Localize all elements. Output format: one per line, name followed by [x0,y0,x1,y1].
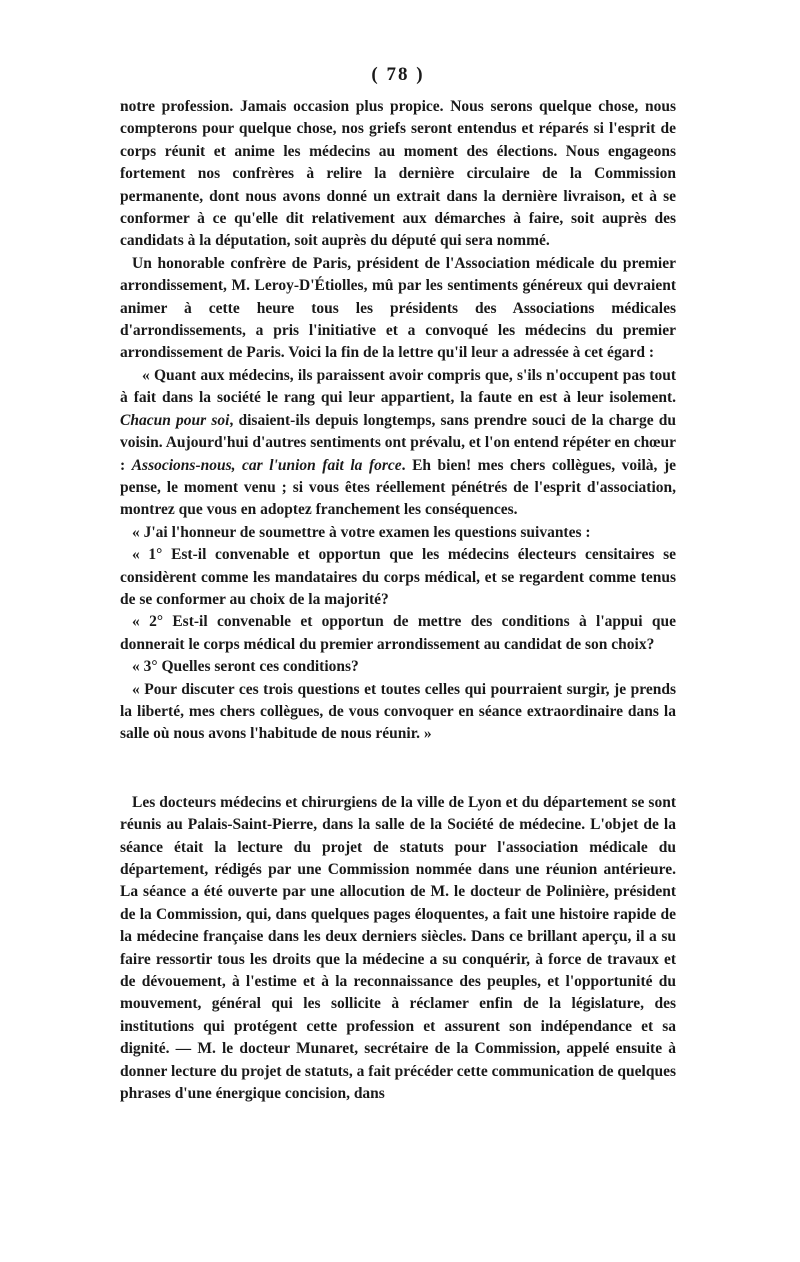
paragraph-question-two: « 2° Est-il convenable et opportun de mettre des conditions à l'appui que donnerait le corps médical du premier arrondissement au candidat de son choix? [120,613,676,653]
quote-text: , disaient-ils depuis longtemps, sans prendre souci de la charge du voisin. Aujourd'hui d'autres sentiments ont prévalu, et l'on entend répéter en chœur : [120,411,676,474]
paragraph-paris-association: Un honorable confrère de Paris, président de l'Association médicale du premier arrondissement, M. Leroy-D'Étiolles, mû par les sentiments généreux qui devraient animer à cette heure tous les présidents des Associations médicales d'arrondissements, a pris l'initiative et a convoqué les médecins du premier arrondissement de Paris. Voici la fin de la lettre qu'il leur a adressée à cet égard : [120,254,676,362]
article-part-two [120,792,676,1106]
paragraph-questions-intro: « J'ai l'honneur de soumettre à votre examen les questions suivantes : [132,523,591,541]
quote-text: « Quant aux médecins, ils paraissent avoir compris que, s'ils n'occupent pas tout à fait dans la société le rang qui leur appartient, la faute en est à leur isolement. [120,366,676,407]
paragraph-lyon-meeting: Les docteurs médecins et chirurgiens de la ville de Lyon et du département se sont réunis au Palais-Saint-Pierre, dans la salle de la Société de médecine. L'objet de la séance était la lecture du projet de statuts pour l'association médicale du département, rédigés par une Commission nommée dans une réunion antérieure. La séance a été ouverte par une allocution de M. le docteur de Polinière, président de la Commission, qui, dans quelques pages éloquentes, a fait une histoire rapide de la médecine française dans les deux derniers siècles. Dans ce brillant aperçu, il a su faire ressortir tous les droits que la médecine a su conquérir, à force de travaux et de dévouement, à l'estime et à la reconnaissance des peuples, et l'opportunité du mouvement, général qui les sollicite à réclamer enfin de la législature, des institutions qui protégent cette profession et assurent son indépendance et sa dignité. — M. le docteur Munaret, secrétaire de la Commission, appelé ensuite à donner lecture du projet de statuts, a fait précéder cette communication de quelques phrases d'une énergique concision, dans [120,793,676,1103]
paragraph-quote-medecins [120,365,676,522]
section-gap [120,746,676,792]
paragraph-profession: notre profession. Jamais occasion plus propice. Nous serons quelque chose, nous compterons pour quelque chose, nos griefs seront entendus et réparés si l'esprit de corps réunit et anime les médecins au moment des élections. Nous engageons fortement nos confrères à relire la dernière circulaire de la Commission permanente, dont nous avons donné un extrait dans la dernière livraison, et à se conformer à ce qu'elle dit relativement aux démarches à faire, soit auprès des candidats à la députation, soit auprès du député qui sera nommé. [120,98,676,250]
article-part-one [120,96,676,746]
quote-text: . Eh bien! mes chers collègues, voilà, je pense, le moment venu ; si vous êtes réellement pénétrés de l'esprit d'association, montrez que vous en adoptez franchement les conséquences. [120,456,676,519]
paragraph-question-one: « 1° Est-il convenable et opportun que les médecins électeurs censitaires se considèrent comme les mandataires du corps médical, et se regardent comme tenus de se conformer au choix de la majorité? [120,546,676,608]
paragraph-question-three: « 3° Quelles seront ces conditions? [132,658,359,676]
quote-italic: Associons-nous, car l'union fait la force [131,456,402,474]
paragraph-convocation: « Pour discuter ces trois questions et toutes celles qui pourraient surgir, je prends la liberté, mes chers collègues, de vous convoquer en séance extraordinaire dans la salle où nous avons l'habitude de nous réunir. » [120,680,676,743]
quote-italic: Chacun pour soi [120,411,230,429]
page-number: ( 78 ) [371,64,425,85]
